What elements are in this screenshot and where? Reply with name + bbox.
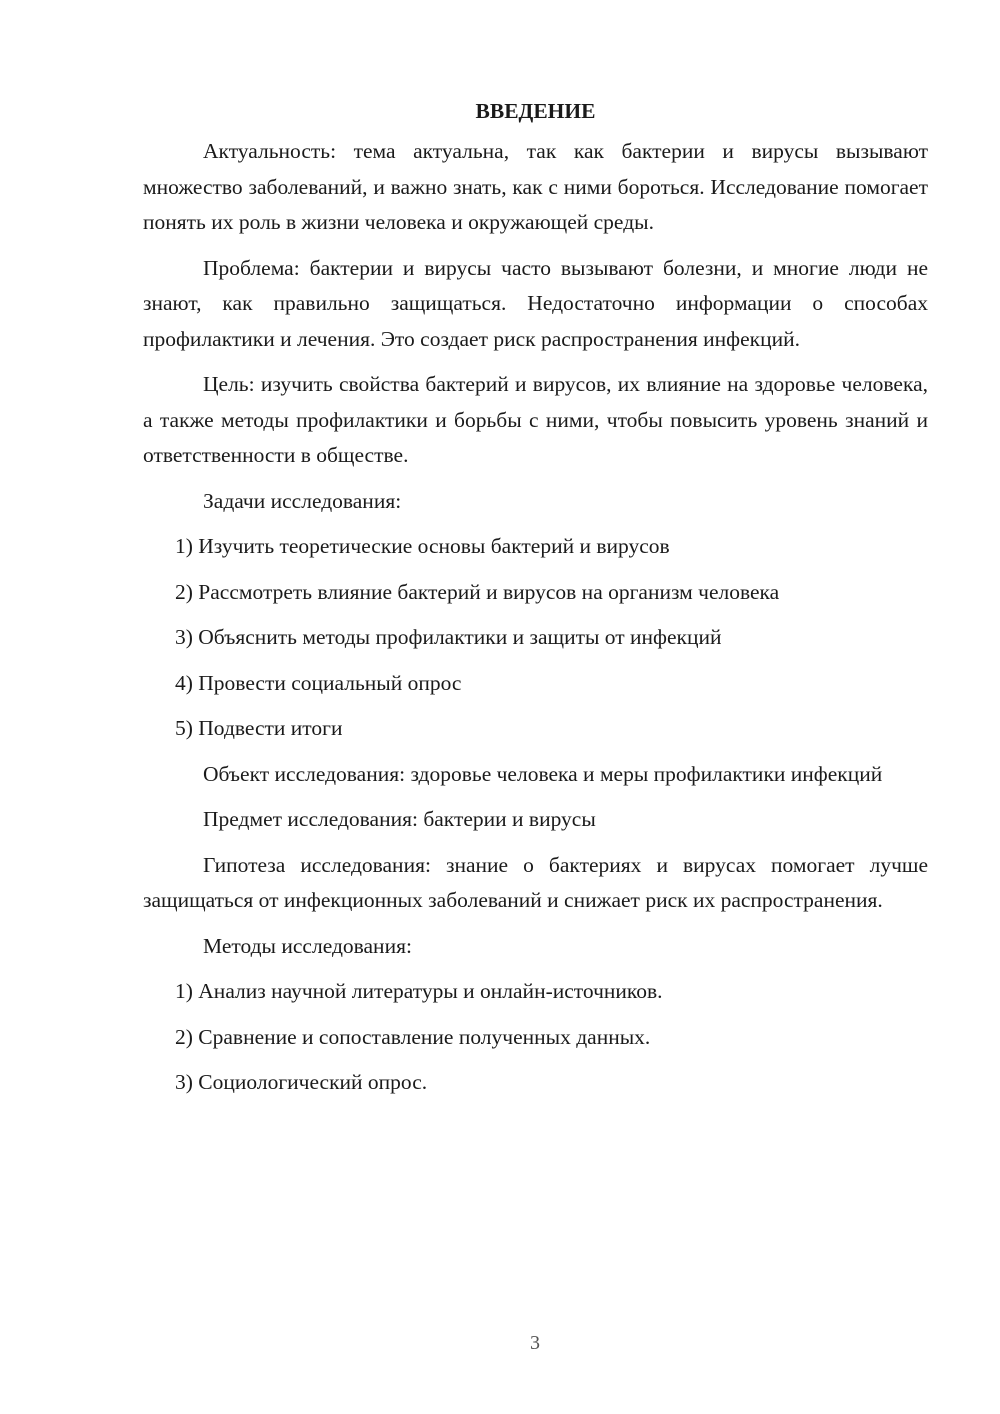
page-title: ВВЕДЕНИЕ — [475, 99, 596, 123]
problem-paragraph: Проблема: бактерии и вирусы часто вызывают болезни, и многие люди не знают, как правильно защищаться. Недостаточно информации о способах профилактики и лечения. Это создает риск распространения инфекций. — [143, 255, 928, 351]
page-number: 3 — [530, 1332, 540, 1354]
goal-paragraph: Цель: изучить свойства бактерий и вирусов, их влияние на здоровье человека, а также методы профилактики и борьбы с ними, чтобы повысить уровень знаний и ответственности в обществе. — [143, 372, 928, 467]
subject-paragraph: Предмет исследования: бактерии и вирусы — [203, 807, 596, 831]
document-page — [143, 94, 928, 1111]
methods-heading: Методы исследования: — [203, 933, 412, 958]
method-item: 2) Сравнение и сопоставление полученных данных. — [175, 1024, 651, 1049]
hypothesis-paragraph: Гипотеза исследования: знание о бактериях и вирусах помогает лучше защищаться от инфекционных заболеваний и снижает риск их распространения. — [143, 852, 928, 912]
task-item: 2) Рассмотреть влияние бактерий и вирусов на организм человека — [175, 579, 780, 604]
method-item: 1) Анализ научной литературы и онлайн-источников. — [175, 979, 663, 1003]
task-item: 4) Провести социальный опрос — [175, 670, 462, 695]
task-item: 3) Объяснить методы профилактики и защиты от инфекций — [175, 625, 722, 649]
relevance-paragraph: Актуальность: тема актуальна, так как бактерии и вирусы вызывают множество заболеваний, и важно знать, как с ними бороться. Исследование помогает понять их роль в жизни человека и окружающей среды. — [143, 139, 928, 234]
task-item: 5) Подвести итоги — [175, 716, 343, 740]
object-paragraph: Объект исследования: здоровье человека и меры профилактики инфекций — [203, 761, 883, 786]
method-item: 3) Социологический опрос. — [175, 1070, 428, 1094]
tasks-heading: Задачи исследования: — [203, 488, 402, 513]
task-item: 1) Изучить теоретические основы бактерий и вирусов — [175, 534, 670, 558]
